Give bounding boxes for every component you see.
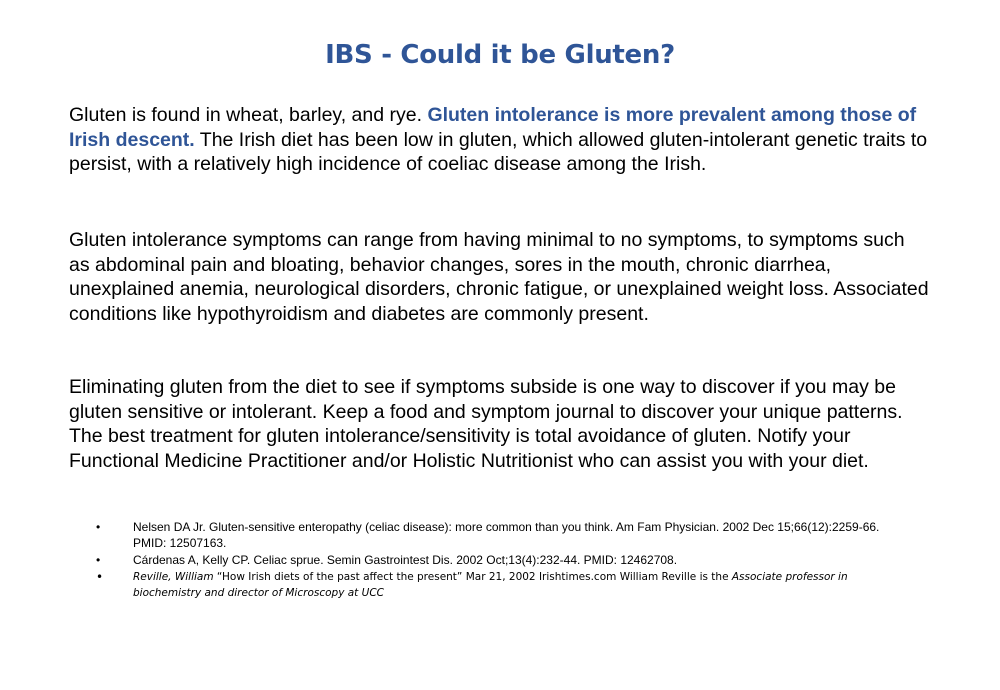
- bullet-icon: •: [96, 570, 104, 584]
- reference-item: [90, 552, 910, 568]
- reference-text: “How Irish diets of the past affect the present” Mar 21, 2002 Irishtimes.com William Reville is the: [213, 571, 732, 583]
- paragraph-text: The Irish diet has been low in gluten, which allowed gluten-intolerant genetic traits to persist, with a relatively high incidence of coeliac disease among the Irish.: [69, 128, 928, 175]
- reference-text: Nelsen DA Jr. Gluten-sensitive enteropathy (celiac disease): more common than you think. Am Fam Physician. 2002 Dec 15;66(12):2259-66. PMID: 12507163.: [133, 520, 880, 550]
- reference-author: Reville, William: [133, 571, 214, 583]
- page-title: IBS - Could it be Gluten?: [325, 40, 675, 70]
- reference-author-role: Associate professor in biochemistry and director of Microscopy at UCC: [133, 571, 848, 599]
- bullet-icon: •: [96, 520, 101, 534]
- paragraph-symptoms: Gluten intolerance symptoms can range from having minimal to no symptoms, to symptoms such as abdominal pain and bloating, behavior changes, sores in the mouth, chronic diarrhea, unexplained anemia, neurological disorders, chronic fatigue, or unexplained weight loss. Associated conditions like hypothyroidism and diabetes are commonly present.: [69, 229, 929, 325]
- highlighted-statement: Gluten intolerance is more prevalent among those of Irish descent.: [69, 104, 917, 151]
- paragraph-text: Gluten is found in wheat, barley, and rye.: [69, 104, 428, 126]
- reference-item: [90, 519, 910, 551]
- references-list: [90, 519, 910, 602]
- paragraph-treatment: Eliminating gluten from the diet to see if symptoms subside is one way to discover if you may be gluten sensitive or intolerant. Keep a food and symptom journal to discover your unique patterns. The best treatment for gluten intolerance/sensitivity is total avoidance of gluten. Notify your Functional Medicine Practitioner and/or Holistic Nutritionist who can assist you with your diet.: [69, 376, 903, 472]
- reference-item: [90, 569, 910, 601]
- reference-text: Cárdenas A, Kelly CP. Celiac sprue. Semin Gastrointest Dis. 2002 Oct;13(4):232-44. PMID: 12462708.: [133, 553, 678, 567]
- paragraph-gluten-sources: [69, 103, 929, 177]
- bullet-icon: •: [96, 553, 101, 567]
